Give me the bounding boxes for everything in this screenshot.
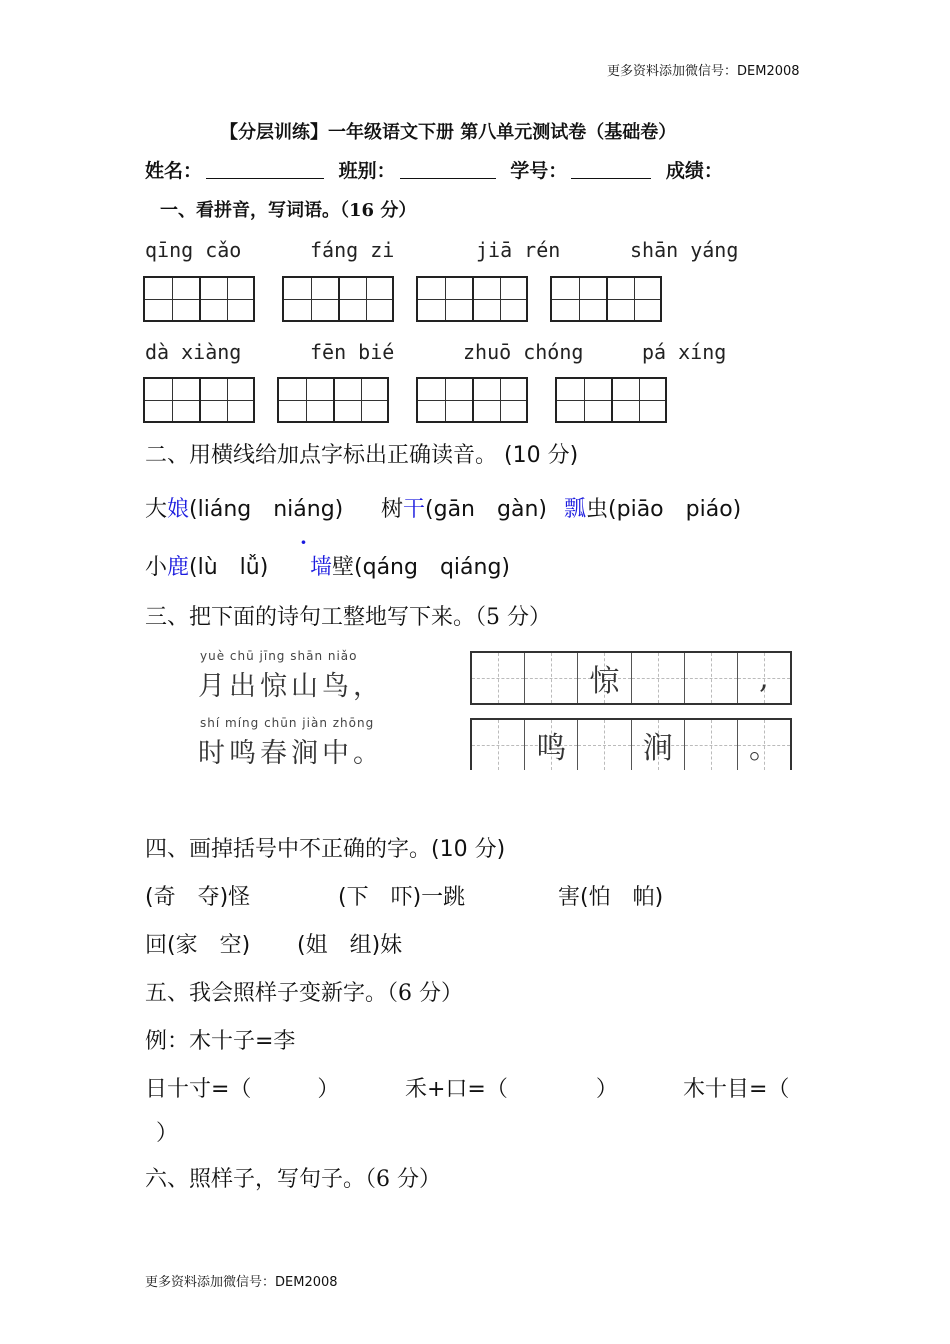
reading-item: 大娘(liáng niáng) bbox=[145, 497, 344, 522]
footer-note: 更多资料添加微信号：DEM2008 bbox=[145, 1275, 338, 1290]
section4-title: 四、画掉括号中不正确的字。(10 分) bbox=[145, 837, 506, 862]
score-label: 成绩： bbox=[665, 160, 723, 182]
student-info-row bbox=[145, 156, 723, 183]
cross-out-item: (奇 夺)怪 bbox=[145, 885, 251, 910]
example-text: 例：木十子=李 bbox=[145, 1029, 296, 1054]
writing-grid[interactable] bbox=[143, 276, 255, 322]
section2-title: 二、用横线给加点字标出正确读音。 (10 分) bbox=[145, 443, 579, 468]
poem-pinyin: yuè chū jīng shān niǎo bbox=[200, 649, 358, 663]
pinyin: fēn bié bbox=[310, 340, 395, 364]
id-label: 学号： bbox=[510, 160, 568, 182]
page-title: 【分层训练】一年级语文下册 第八单元测试卷（基础卷） bbox=[220, 122, 677, 143]
cross-out-item: 回(家 空) bbox=[145, 933, 251, 958]
char-question: 禾+口=（ ） bbox=[405, 1077, 618, 1102]
section3-title: 三、把下面的诗句工整地写下来。（5 分） bbox=[145, 605, 551, 630]
pinyin: dà xiàng bbox=[145, 340, 242, 364]
reading-item: 瓢虫(piāo piáo) bbox=[564, 497, 742, 522]
pinyin: zhuō chóng bbox=[463, 340, 584, 364]
section5-title: 五、我会照样子变新字。（6 分） bbox=[145, 981, 463, 1006]
char-question: 木十目=（ bbox=[683, 1077, 790, 1102]
poem-line: 月出惊山鸟， bbox=[198, 671, 384, 702]
reading-item: 树干(gān gàn) bbox=[381, 497, 547, 522]
pinyin: jiā rén bbox=[476, 238, 561, 262]
pinyin: pá xíng bbox=[642, 340, 727, 364]
emphasis-dot: · bbox=[300, 530, 307, 554]
char-question: 日十寸=（ ） bbox=[145, 1077, 340, 1102]
pinyin: fáng zi bbox=[310, 238, 395, 262]
char-question-close: ） bbox=[156, 1121, 179, 1146]
reading-item: 小鹿(lù lǚ) bbox=[145, 555, 269, 580]
pinyin: shān yáng bbox=[630, 238, 739, 262]
writing-grid[interactable] bbox=[143, 377, 255, 423]
poem-pinyin: shí míng chūn jiàn zhōng bbox=[200, 716, 375, 730]
cross-out-item: (下 吓)一跳 bbox=[338, 885, 466, 910]
poem-grid-row[interactable]: 鸣 涧 。 bbox=[470, 718, 792, 770]
id-blank[interactable] bbox=[571, 160, 651, 179]
writing-grid[interactable] bbox=[555, 377, 667, 423]
section6-title: 六、照样子，写句子。（6 分） bbox=[145, 1167, 441, 1192]
cross-out-item: 害(怕 帕) bbox=[558, 885, 664, 910]
header-note: 更多资料添加微信号：DEM2008 bbox=[607, 64, 800, 79]
writing-grid[interactable] bbox=[416, 276, 528, 322]
pinyin: qīng cǎo bbox=[145, 238, 242, 262]
class-blank[interactable] bbox=[400, 160, 496, 179]
writing-grid[interactable] bbox=[282, 276, 394, 322]
poem-line: 时鸣春涧中。 bbox=[198, 738, 384, 769]
name-blank[interactable] bbox=[206, 160, 324, 179]
class-label: 班别： bbox=[338, 160, 396, 182]
cross-out-item: (姐 组)妹 bbox=[297, 933, 403, 958]
reading-item: 墙壁(qáng qiáng) bbox=[310, 555, 511, 580]
section1-title: 一、看拼音，写词语。（16 分） bbox=[160, 200, 417, 221]
writing-grid[interactable] bbox=[550, 276, 662, 322]
name-label: 姓名： bbox=[145, 160, 203, 182]
writing-grid[interactable] bbox=[416, 377, 528, 423]
writing-grid[interactable] bbox=[277, 377, 389, 423]
poem-grid-row[interactable]: 惊 , bbox=[470, 651, 792, 705]
